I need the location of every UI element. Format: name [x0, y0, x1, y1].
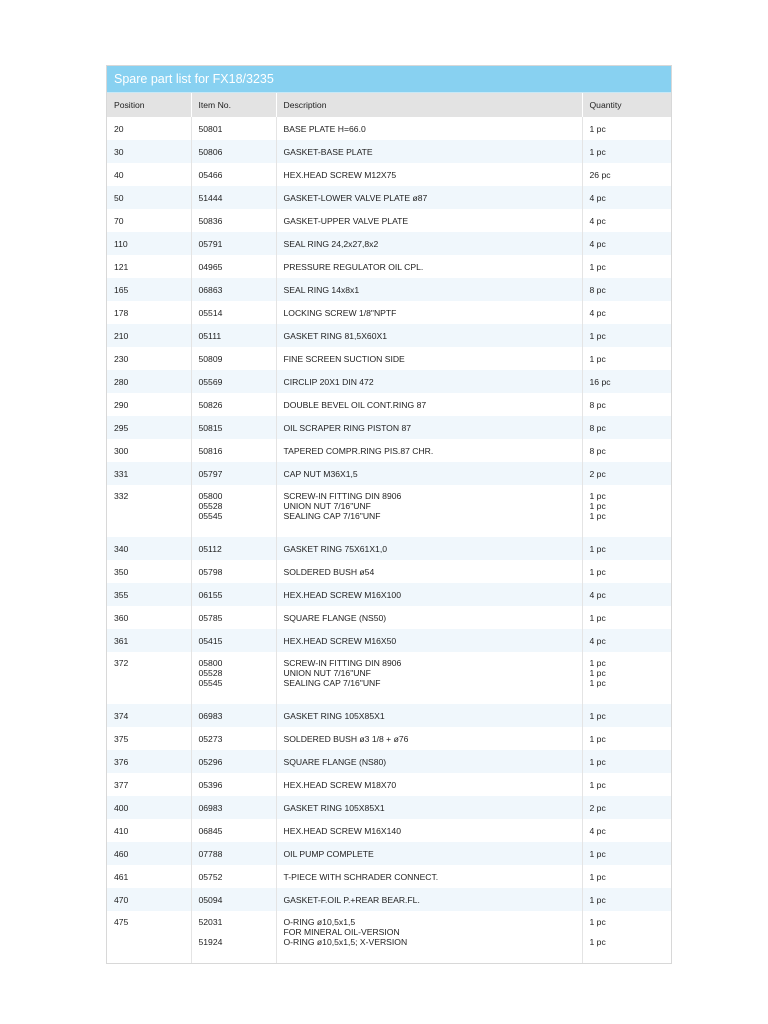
item-no-cell-line: 05111 [198, 330, 222, 341]
description-cell [276, 773, 582, 796]
quantity-cell [582, 537, 671, 560]
item-no-cell-line: 05112 [198, 543, 222, 554]
table-row [107, 583, 671, 606]
description-cell-line: PRESSURE REGULATOR OIL CPL. [283, 261, 424, 272]
position-cell: 400 [107, 796, 191, 819]
description-cell-line: LOCKING SCREW 1/8"NPTF [283, 307, 397, 318]
description-cell-line: GASKET-LOWER VALVE PLATE ø87 [283, 192, 428, 203]
quantity-cell [582, 606, 671, 629]
position-cell: 340 [107, 537, 191, 560]
quantity-cell-line: 1 pc [589, 566, 606, 577]
description-cell-line: SEALING CAP 7/16"UNF [283, 678, 381, 688]
table-row [107, 209, 671, 232]
description-cell [276, 278, 582, 301]
quantity-cell-line: 1 pc [589, 917, 606, 927]
table-row [107, 439, 671, 462]
quantity-cell-line: 26 pc [589, 169, 611, 180]
quantity-cell-line: 1 pc [589, 658, 606, 668]
item-no-cell [191, 439, 276, 462]
position-cell: 361 [107, 629, 191, 652]
description-cell-line: SCREW-IN FITTING DIN 8906 [283, 658, 402, 668]
item-no-cell [191, 324, 276, 347]
description-cell [276, 439, 582, 462]
position-cell: 295 [107, 416, 191, 439]
quantity-cell-line: 2 pc [589, 802, 606, 813]
item-no-cell-line: 52031 [198, 917, 223, 927]
quantity-cell [582, 278, 671, 301]
description-cell-line: GASKET RING 81,5X60X1 [283, 330, 387, 341]
description-cell [276, 629, 582, 652]
description-cell [276, 140, 582, 163]
quantity-cell-line: 4 pc [589, 635, 606, 646]
description-cell [276, 606, 582, 629]
item-no-cell [191, 255, 276, 278]
table-row [107, 393, 671, 416]
quantity-cell-line: 1 pc [589, 779, 606, 790]
table-row [107, 796, 671, 819]
item-no-cell [191, 727, 276, 750]
quantity-cell [582, 301, 671, 324]
header-item-no: Item No. [191, 93, 276, 117]
quantity-cell-line: 1 pc [589, 123, 606, 134]
description-cell-line: SQUARE FLANGE (NS50) [283, 612, 387, 623]
description-cell-line: GASKET-UPPER VALVE PLATE [283, 215, 409, 226]
item-no-cell-line: 50826 [198, 399, 223, 410]
item-no-cell [191, 629, 276, 652]
quantity-cell [582, 140, 671, 163]
quantity-cell-line: 8 pc [589, 445, 606, 456]
description-cell-line: OIL PUMP COMPLETE [283, 848, 374, 859]
description-cell [276, 560, 582, 583]
description-cell [276, 796, 582, 819]
quantity-cell-line: 4 pc [589, 215, 606, 226]
position-cell: 290 [107, 393, 191, 416]
table-row [107, 416, 671, 439]
position-cell: 475 [107, 911, 191, 963]
header-row [107, 93, 671, 117]
item-no-cell-line: 05791 [198, 238, 223, 249]
table-row [107, 727, 671, 750]
table-row [107, 324, 671, 347]
table-row [107, 301, 671, 324]
table-row [107, 750, 671, 773]
quantity-cell [582, 485, 671, 537]
quantity-cell [582, 370, 671, 393]
table-row [107, 911, 671, 963]
item-no-cell-line: 05785 [198, 612, 223, 623]
description-cell-line: UNION NUT 7/16"UNF [283, 501, 371, 511]
table-row [107, 652, 671, 704]
description-cell [276, 209, 582, 232]
description-cell-line: SEAL RING 24,2x27,8x2 [283, 238, 379, 249]
table-row [107, 278, 671, 301]
description-cell [276, 255, 582, 278]
description-cell-line: SQUARE FLANGE (NS80) [283, 756, 387, 767]
header-description: Description [276, 93, 582, 117]
quantity-cell-line: 1 pc [589, 848, 606, 859]
item-no-cell-line: 05514 [198, 307, 223, 318]
item-no-cell-line: 05415 [198, 635, 223, 646]
table-row [107, 537, 671, 560]
table-row [107, 819, 671, 842]
item-no-cell [191, 278, 276, 301]
description-cell [276, 462, 582, 485]
item-no-cell [191, 583, 276, 606]
position-cell: 50 [107, 186, 191, 209]
header-quantity: Quantity [582, 93, 671, 117]
item-no-cell [191, 796, 276, 819]
item-no-cell-line: 07788 [198, 848, 223, 859]
position-cell: 375 [107, 727, 191, 750]
description-cell [276, 750, 582, 773]
item-no-cell-line: 50815 [198, 422, 223, 433]
quantity-cell [582, 163, 671, 186]
item-no-cell-line: 51444 [198, 192, 223, 203]
quantity-cell [582, 416, 671, 439]
description-cell-line: CIRCLIP 20X1 DIN 472 [283, 376, 374, 387]
quantity-cell-line: 1 pc [589, 261, 606, 272]
description-cell-line: SEAL RING 14x8x1 [283, 284, 360, 295]
quantity-cell-line: 1 pc [589, 330, 606, 341]
description-cell-line: SOLDERED BUSH ø3 1/8 + ø76 [283, 733, 409, 744]
item-no-cell [191, 393, 276, 416]
item-no-cell-line: 05273 [198, 733, 223, 744]
quantity-cell [582, 439, 671, 462]
description-cell-line: O-RING ø10,5x1,5 [283, 917, 356, 927]
description-cell-line: GASKET RING 105X85X1 [283, 802, 385, 813]
position-cell: 121 [107, 255, 191, 278]
position-cell: 376 [107, 750, 191, 773]
table-row [107, 462, 671, 485]
quantity-cell-line: 1 pc [589, 511, 606, 521]
quantity-cell [582, 117, 671, 140]
position-cell: 350 [107, 560, 191, 583]
table-row [107, 347, 671, 370]
description-cell [276, 347, 582, 370]
quantity-cell-line: 1 pc [589, 937, 606, 947]
table-row [107, 232, 671, 255]
position-cell: 470 [107, 888, 191, 911]
quantity-cell [582, 186, 671, 209]
item-no-cell-line: 05528 [198, 668, 223, 678]
item-no-cell-line: 06155 [198, 589, 223, 600]
quantity-cell [582, 727, 671, 750]
description-cell-line: FOR MINERAL OIL-VERSION [283, 927, 400, 937]
item-no-cell [191, 652, 276, 704]
position-cell: 461 [107, 865, 191, 888]
item-no-cell-line: 05545 [198, 678, 223, 688]
list-title: Spare part list for FX18/3235 [107, 66, 671, 93]
position-cell: 110 [107, 232, 191, 255]
description-cell [276, 232, 582, 255]
description-cell-line: TAPERED COMPR.RING PIS.87 CHR. [283, 445, 434, 456]
description-cell [276, 704, 582, 727]
item-no-cell [191, 704, 276, 727]
item-no-cell [191, 911, 276, 963]
quantity-cell-line: 4 pc [589, 589, 606, 600]
quantity-cell [582, 819, 671, 842]
quantity-cell [582, 773, 671, 796]
item-no-cell-line: 05396 [198, 779, 223, 790]
description-cell-line: HEX.HEAD SCREW M12X75 [283, 169, 397, 180]
table-row [107, 140, 671, 163]
description-cell [276, 819, 582, 842]
quantity-cell-line: 1 pc [589, 491, 606, 501]
position-cell: 210 [107, 324, 191, 347]
quantity-cell-line: 1 pc [589, 668, 606, 678]
description-cell [276, 583, 582, 606]
description-cell-line: UNION NUT 7/16"UNF [283, 668, 371, 678]
table-row [107, 186, 671, 209]
description-cell-line: GASKET-BASE PLATE [283, 146, 373, 157]
description-cell [276, 117, 582, 140]
item-no-cell-line: 51924 [198, 937, 223, 947]
item-no-cell-line: 05296 [198, 756, 223, 767]
description-cell-line: HEX.HEAD SCREW M18X70 [283, 779, 397, 790]
quantity-cell [582, 232, 671, 255]
item-no-cell-line: 05800 [198, 491, 223, 501]
description-cell [276, 842, 582, 865]
description-cell-line: T-PIECE WITH SCHRADER CONNECT. [283, 871, 439, 882]
quantity-cell-line: 1 pc [589, 501, 606, 511]
table-row [107, 888, 671, 911]
description-cell-line: BASE PLATE H=66.0 [283, 123, 366, 134]
item-no-cell [191, 416, 276, 439]
quantity-cell [582, 750, 671, 773]
description-cell-line: CAP NUT M36X1,5 [283, 468, 358, 479]
description-cell [276, 911, 582, 963]
item-no-cell [191, 750, 276, 773]
description-cell [276, 727, 582, 750]
description-cell-line: O-RING ø10,5x1,5; X-VERSION [283, 937, 408, 947]
quantity-cell [582, 583, 671, 606]
quantity-cell-line: 1 pc [589, 353, 606, 364]
item-no-cell [191, 140, 276, 163]
description-cell-line: HEX.HEAD SCREW M16X100 [283, 589, 401, 600]
position-cell: 377 [107, 773, 191, 796]
description-cell-line: SOLDERED BUSH ø54 [283, 566, 375, 577]
description-cell-line: OIL SCRAPER RING PISTON 87 [283, 422, 412, 433]
item-no-cell [191, 865, 276, 888]
quantity-cell-line: 1 pc [589, 894, 606, 905]
position-cell: 230 [107, 347, 191, 370]
position-cell: 372 [107, 652, 191, 704]
quantity-cell [582, 865, 671, 888]
description-cell [276, 416, 582, 439]
item-no-cell [191, 888, 276, 911]
quantity-cell-line: 4 pc [589, 238, 606, 249]
item-no-cell-line: 05797 [198, 468, 223, 479]
position-cell: 374 [107, 704, 191, 727]
table-row [107, 117, 671, 140]
item-no-cell-line: 04965 [198, 261, 223, 272]
item-no-cell-line: 05545 [198, 511, 223, 521]
description-cell [276, 537, 582, 560]
quantity-cell [582, 629, 671, 652]
position-cell: 40 [107, 163, 191, 186]
quantity-cell [582, 462, 671, 485]
quantity-cell-line: 1 pc [589, 710, 606, 721]
quantity-cell [582, 842, 671, 865]
quantity-cell-line: 8 pc [589, 284, 606, 295]
position-cell: 332 [107, 485, 191, 537]
item-no-cell [191, 186, 276, 209]
description-cell [276, 485, 582, 537]
description-cell-line: HEX.HEAD SCREW M16X50 [283, 635, 397, 646]
position-cell: 20 [107, 117, 191, 140]
spare-part-table [107, 93, 671, 963]
item-no-cell [191, 163, 276, 186]
item-no-cell [191, 209, 276, 232]
item-no-cell [191, 117, 276, 140]
quantity-cell-line: 1 pc [589, 543, 606, 554]
table-row [107, 629, 671, 652]
table-row [107, 704, 671, 727]
table-row [107, 163, 671, 186]
item-no-cell [191, 462, 276, 485]
item-no-cell-line: 06983 [198, 710, 223, 721]
quantity-cell-line: 1 pc [589, 146, 606, 157]
item-no-cell [191, 819, 276, 842]
position-cell: 165 [107, 278, 191, 301]
quantity-cell [582, 560, 671, 583]
description-cell [276, 163, 582, 186]
position-cell: 280 [107, 370, 191, 393]
table-row [107, 370, 671, 393]
item-no-cell-line: 05528 [198, 501, 223, 511]
quantity-cell [582, 911, 671, 963]
description-cell-line: FINE SCREEN SUCTION SIDE [283, 353, 405, 364]
position-cell: 70 [107, 209, 191, 232]
item-no-cell [191, 773, 276, 796]
item-no-cell [191, 560, 276, 583]
position-cell: 30 [107, 140, 191, 163]
item-no-cell-line: 50801 [198, 123, 223, 134]
item-no-cell-line: 05798 [198, 566, 223, 577]
position-cell: 178 [107, 301, 191, 324]
item-no-cell-line: 05569 [198, 376, 223, 387]
description-cell [276, 370, 582, 393]
quantity-cell-line: 8 pc [589, 399, 606, 410]
position-cell: 355 [107, 583, 191, 606]
quantity-cell [582, 324, 671, 347]
quantity-cell [582, 796, 671, 819]
item-no-cell [191, 347, 276, 370]
description-cell [276, 393, 582, 416]
item-no-cell [191, 232, 276, 255]
quantity-cell-line: 16 pc [589, 376, 611, 387]
quantity-cell [582, 347, 671, 370]
position-cell: 460 [107, 842, 191, 865]
quantity-cell-line: 1 pc [589, 756, 606, 767]
item-no-cell-line: 06845 [198, 825, 223, 836]
quantity-cell-line: 8 pc [589, 422, 606, 433]
description-cell-line: GASKET RING 105X85X1 [283, 710, 385, 721]
item-no-cell-line: 05094 [198, 894, 223, 905]
item-no-cell-line: 50836 [198, 215, 223, 226]
item-no-cell [191, 370, 276, 393]
quantity-cell [582, 704, 671, 727]
table-row [107, 865, 671, 888]
quantity-cell-line: 4 pc [589, 825, 606, 836]
quantity-cell-line: 1 pc [589, 612, 606, 623]
quantity-cell [582, 393, 671, 416]
description-cell [276, 652, 582, 704]
description-cell-line: DOUBLE BEVEL OIL CONT.RING 87 [283, 399, 427, 410]
item-no-cell [191, 301, 276, 324]
description-cell-line: GASKET-F.OIL P.+REAR BEAR.FL. [283, 894, 420, 905]
description-cell [276, 301, 582, 324]
quantity-cell-line: 4 pc [589, 307, 606, 318]
description-cell [276, 324, 582, 347]
table-row [107, 606, 671, 629]
quantity-cell [582, 888, 671, 911]
item-no-cell-line: 50816 [198, 445, 223, 456]
table-row [107, 773, 671, 796]
item-no-cell-line: 06983 [198, 802, 223, 813]
description-cell [276, 186, 582, 209]
position-cell: 300 [107, 439, 191, 462]
item-no-cell-line: 50806 [198, 146, 223, 157]
table-row [107, 842, 671, 865]
item-no-cell-line: 05752 [198, 871, 223, 882]
position-cell: 410 [107, 819, 191, 842]
table-row [107, 255, 671, 278]
quantity-cell [582, 255, 671, 278]
description-cell-line: SEALING CAP 7/16"UNF [283, 511, 381, 521]
description-cell-line: SCREW-IN FITTING DIN 8906 [283, 491, 402, 501]
spare-part-list [106, 65, 672, 964]
description-cell-line: GASKET RING 75X61X1,0 [283, 543, 387, 554]
header-position: Position [107, 93, 191, 117]
quantity-cell-line: 1 pc [589, 733, 606, 744]
item-no-cell-line: 06863 [198, 284, 223, 295]
table-row [107, 485, 671, 537]
quantity-cell-line: 1 pc [589, 871, 606, 882]
position-cell: 360 [107, 606, 191, 629]
item-no-cell [191, 606, 276, 629]
description-cell [276, 865, 582, 888]
quantity-cell-line: 4 pc [589, 192, 606, 203]
item-no-cell [191, 485, 276, 537]
item-no-cell-line: 05466 [198, 169, 223, 180]
item-no-cell [191, 537, 276, 560]
description-cell-line: HEX.HEAD SCREW M16X140 [283, 825, 401, 836]
position-cell: 331 [107, 462, 191, 485]
table-row [107, 560, 671, 583]
quantity-cell-line: 2 pc [589, 468, 606, 479]
item-no-cell-line: 05800 [198, 658, 223, 668]
quantity-cell [582, 652, 671, 704]
item-no-cell-line: 50809 [198, 353, 223, 364]
quantity-cell-line: 1 pc [589, 678, 606, 688]
quantity-cell [582, 209, 671, 232]
item-no-cell [191, 842, 276, 865]
description-cell [276, 888, 582, 911]
